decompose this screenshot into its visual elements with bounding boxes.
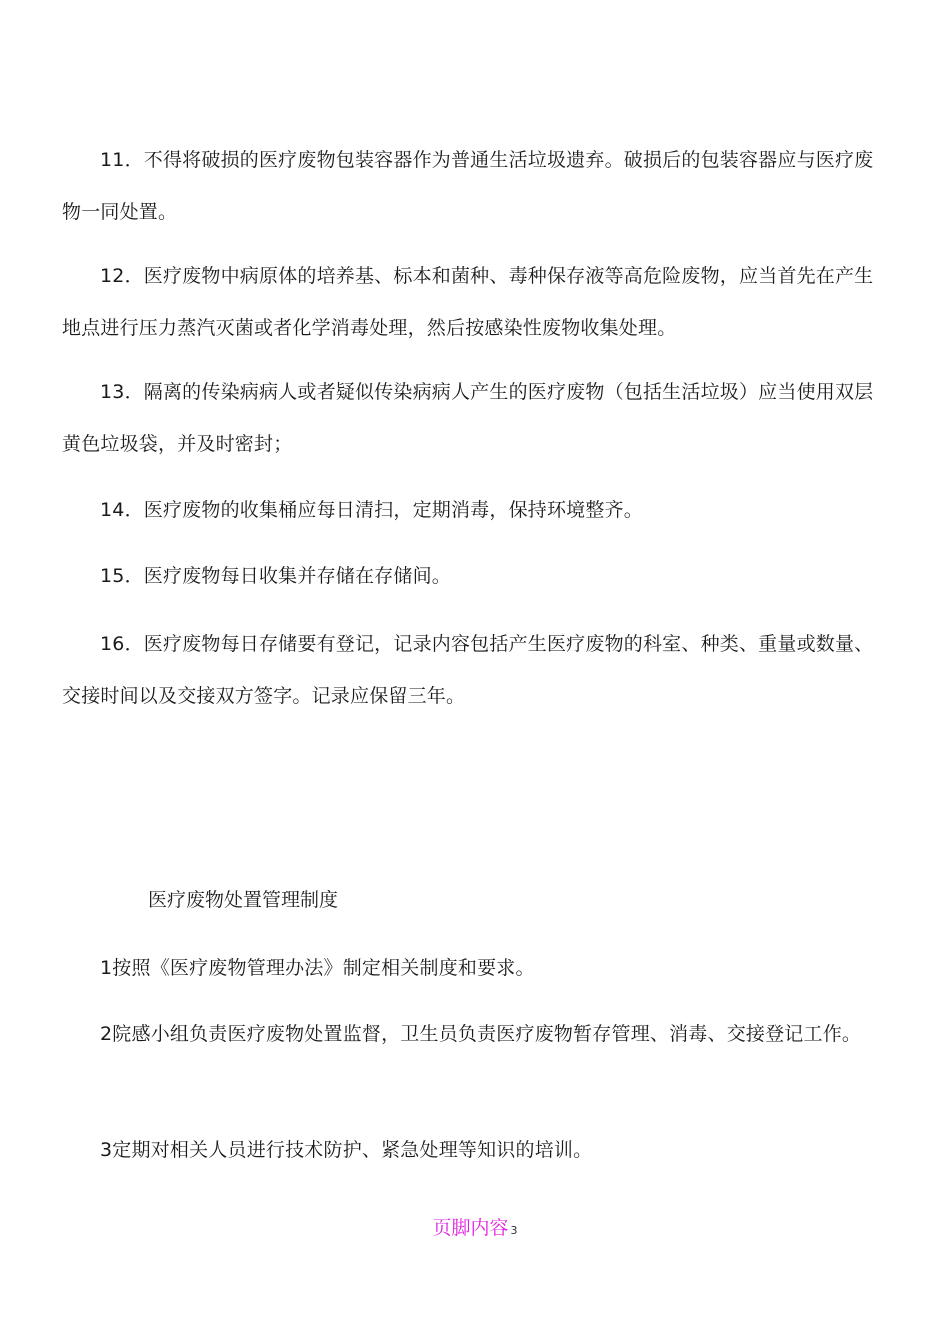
section-title: 医疗废物处置管理制度 — [148, 889, 339, 911]
paragraph-item-15: 15．医疗废物每日收集并存储在存储间。 — [100, 565, 451, 587]
footer-page-number: 3 — [510, 1224, 518, 1237]
paragraph-item-14: 14．医疗废物的收集桶应每日清扫，定期消毒，保持环境整齐。 — [100, 499, 643, 521]
paragraph-item-16: 16．医疗废物每日存储要有登记，记录内容包括产生医疗废物的科室、种类、重量或数量、交接时间以及交接双方签字。记录应保留三年。 — [62, 633, 874, 707]
footer-label: 页脚内容 — [432, 1217, 509, 1239]
paragraph-item-13: 13．隔离的传染病病人或者疑似传染病病人产生的医疗废物（包括生活垃圾）应当使用双层黄色垃圾袋，并及时密封； — [62, 381, 874, 455]
paragraph-item-11: 11．不得将破损的医疗废物包装容器作为普通生活垃圾遗弃。破损后的包装容器应与医疗废物一同处置。 — [62, 149, 874, 223]
rule-item-2: 2院感小组负责医疗废物处置监督，卫生员负责医疗废物暂存管理、消毒、交接登记工作。 — [100, 1023, 862, 1045]
rule-item-1: 1按照《医疗废物管理办法》制定相关制度和要求。 — [100, 957, 535, 979]
paragraph-item-12: 12．医疗废物中病原体的培养基、标本和菌种、毒种保存液等高危险废物，应当首先在产生地点进行压力蒸汽灭菌或者化学消毒处理，然后按感染性废物收集处理。 — [62, 265, 874, 339]
page-footer — [0, 1214, 950, 1245]
rule-item-3: 3定期对相关人员进行技术防护、紧急处理等知识的培训。 — [100, 1139, 593, 1161]
